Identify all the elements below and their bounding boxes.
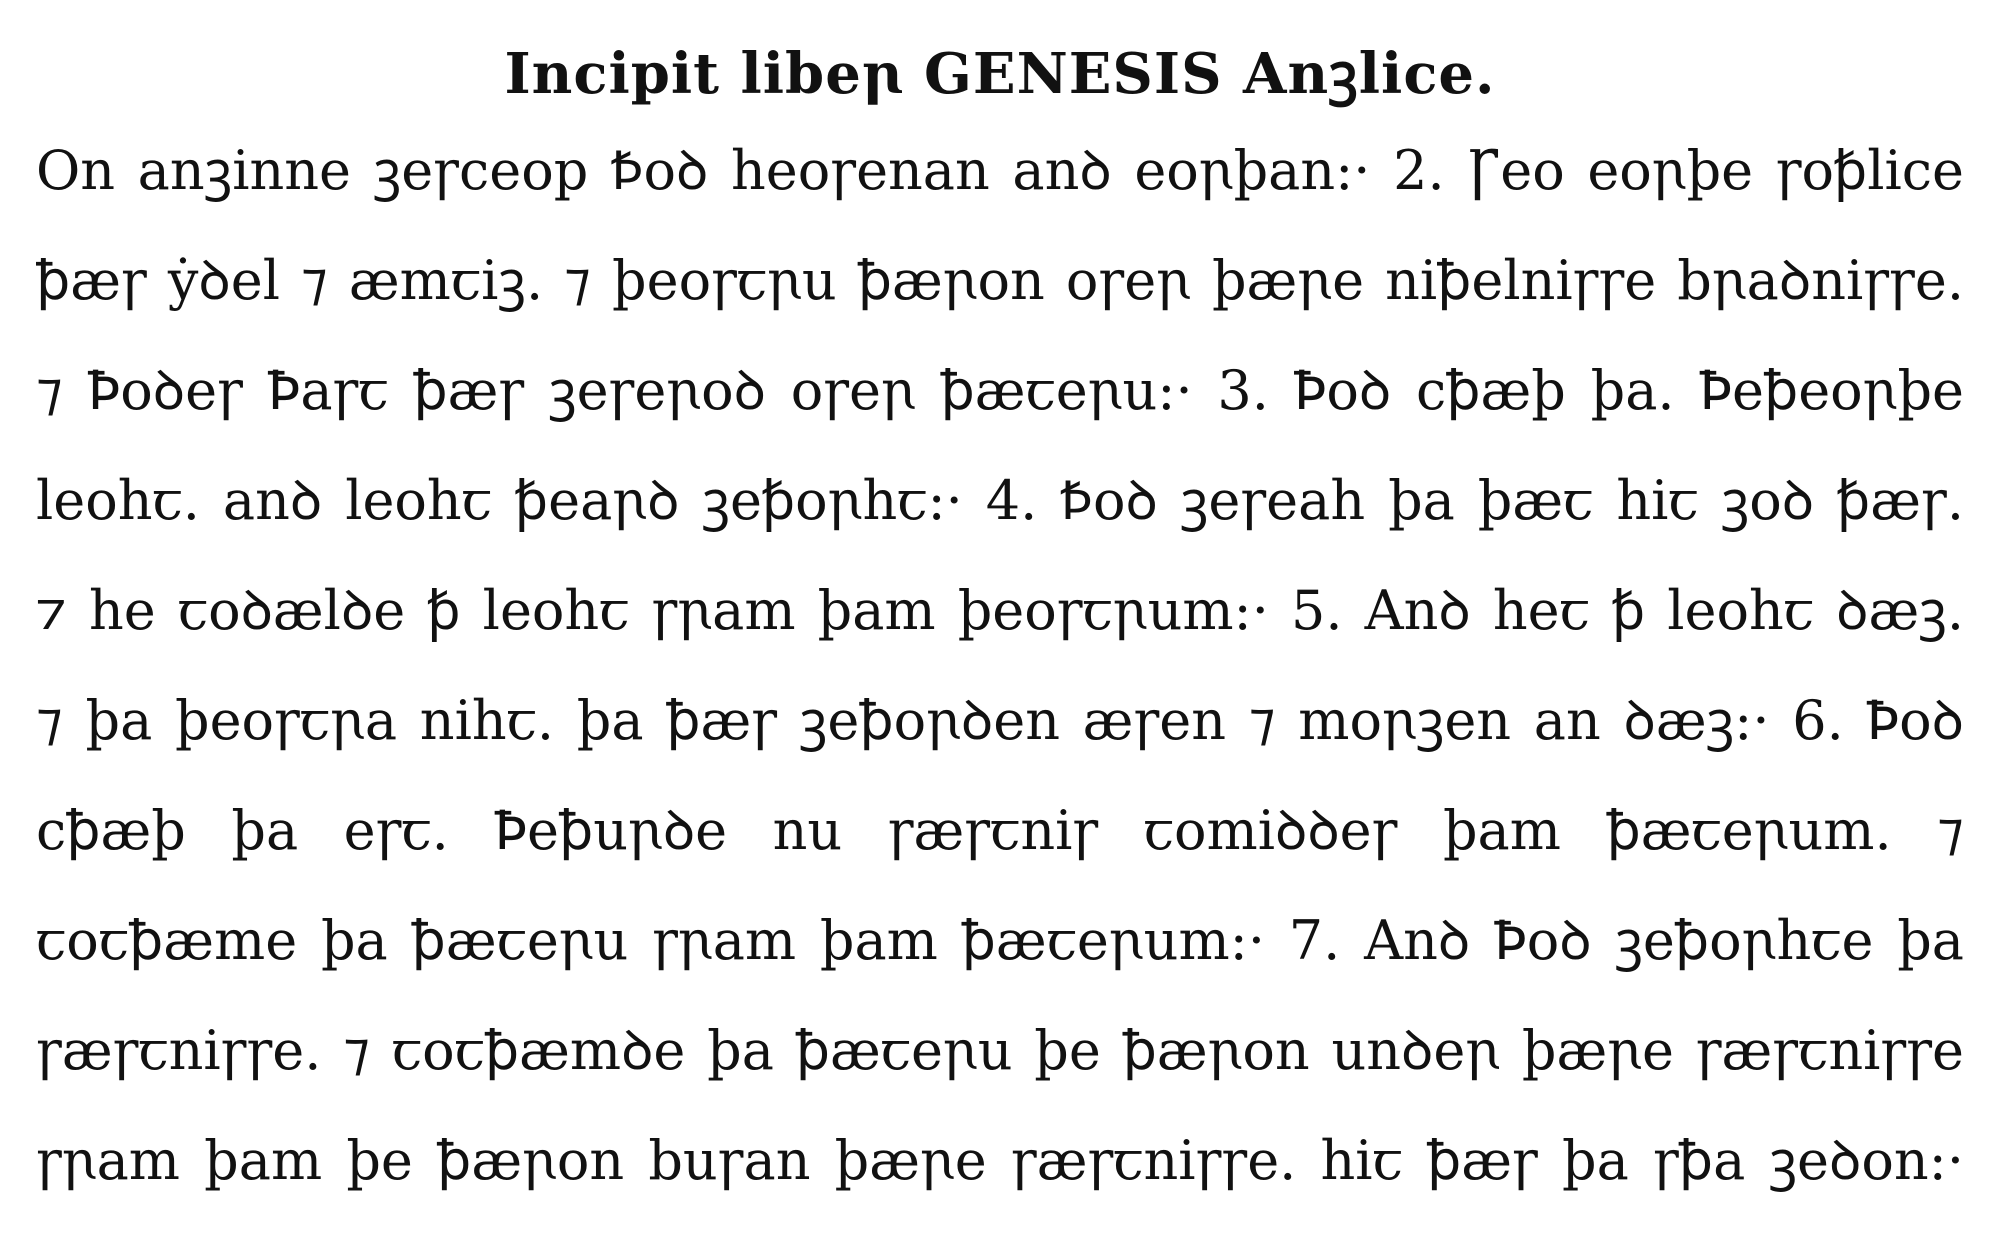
- text-line-1: On anꝫinne ꝫeꞅceop Ꝥoꝺ heoꞅenan anꝺ eoꞃþan:· 2. Ꞅeo eoꞃþe ꞅoꝥlice: [36, 139, 1964, 202]
- text-line-8: ꞇoꞇꝥæme þa ꝥæꞇeꞃu ꞅꞃam þam ꝥæꞇeꞃum:· 7. Anꝺ Ꝥoꝺ ꝫeꝥoꞃhꞇe þa: [36, 909, 1964, 972]
- text-line-2: ꝥæꞅ ẏꝺel ⁊ æmꞇiꝫ. ⁊ þeoꞅꞇꞃu ꝥæꞃon oꞅeꞃ þæꞃe niꝥelniꞅꞅe bꞃaꝺniꞅꞅe.: [36, 249, 1964, 312]
- text-line-10: ꞅꞃam þam þe ꝥæꞃon buꞅan þæꞃe ꞅæꞅꞇniꞅꞅe. hiꞇ ꝥæꞅ þa ꞅꝥa ꝫeꝺon:·: [36, 1129, 1964, 1192]
- text-line-7: cꝥæþ þa eꞅꞇ. Ꝥeꝥuꞃꝺe nu ꞅæꞅꞇniꞅ ꞇomiꝺꝺeꞅ þam ꝥæꞇeꞃum. ⁊: [36, 799, 1964, 862]
- text-line-5: ⁊ he ꞇoꝺælꝺe ꝥ leohꞇ ꞅꞃam þam þeoꞅꞇꞃum:· 5. Anꝺ heꞇ ꝥ leohꞇ ꝺæꝫ.: [36, 579, 1964, 642]
- text-line-6: ⁊ þa þeoꞅꞇꞃa nihꞇ. þa ꝥæꞅ ꝫeꝥoꞃꝺen æꞅen ⁊ moꞃꝫen an ꝺæꝫ:· 6. Ꝥoꝺ: [36, 689, 1964, 752]
- document-body: [36, 116, 1964, 1216]
- text-line-4: leohꞇ. anꝺ leohꞇ ꝥeaꞃꝺ ꝫeꝥoꞃhꞇ:· 4. Ꝥoꝺ ꝫeꞅeah þa þæꞇ hiꞇ ꝫoꝺ ꝥæꞅ.: [36, 469, 1964, 532]
- text-line-3: ⁊ Ꝥoꝺeꞅ Ꝥaꞅꞇ ꝥæꞅ ꝫeꞅeꞃoꝺ oꞅeꞃ ꝥæꞇeꞃu:· 3. Ꝥoꝺ cꝥæþ þa. Ꝥeꝥeoꞃþe: [36, 359, 1964, 422]
- document-page: [36, 38, 1964, 1216]
- document-title: Incipit libeꞃ GENESIS Anꝫlice.: [504, 41, 1496, 107]
- text-line-9: ꞅæꞅꞇniꞅꞅe. ⁊ ꞇoꞇꝥæmꝺe þa ꝥæꞇeꞃu þe ꝥæꞃon unꝺeꞃ þæꞃe ꞅæꞅꞇniꞅꞅe: [36, 1019, 1964, 1082]
